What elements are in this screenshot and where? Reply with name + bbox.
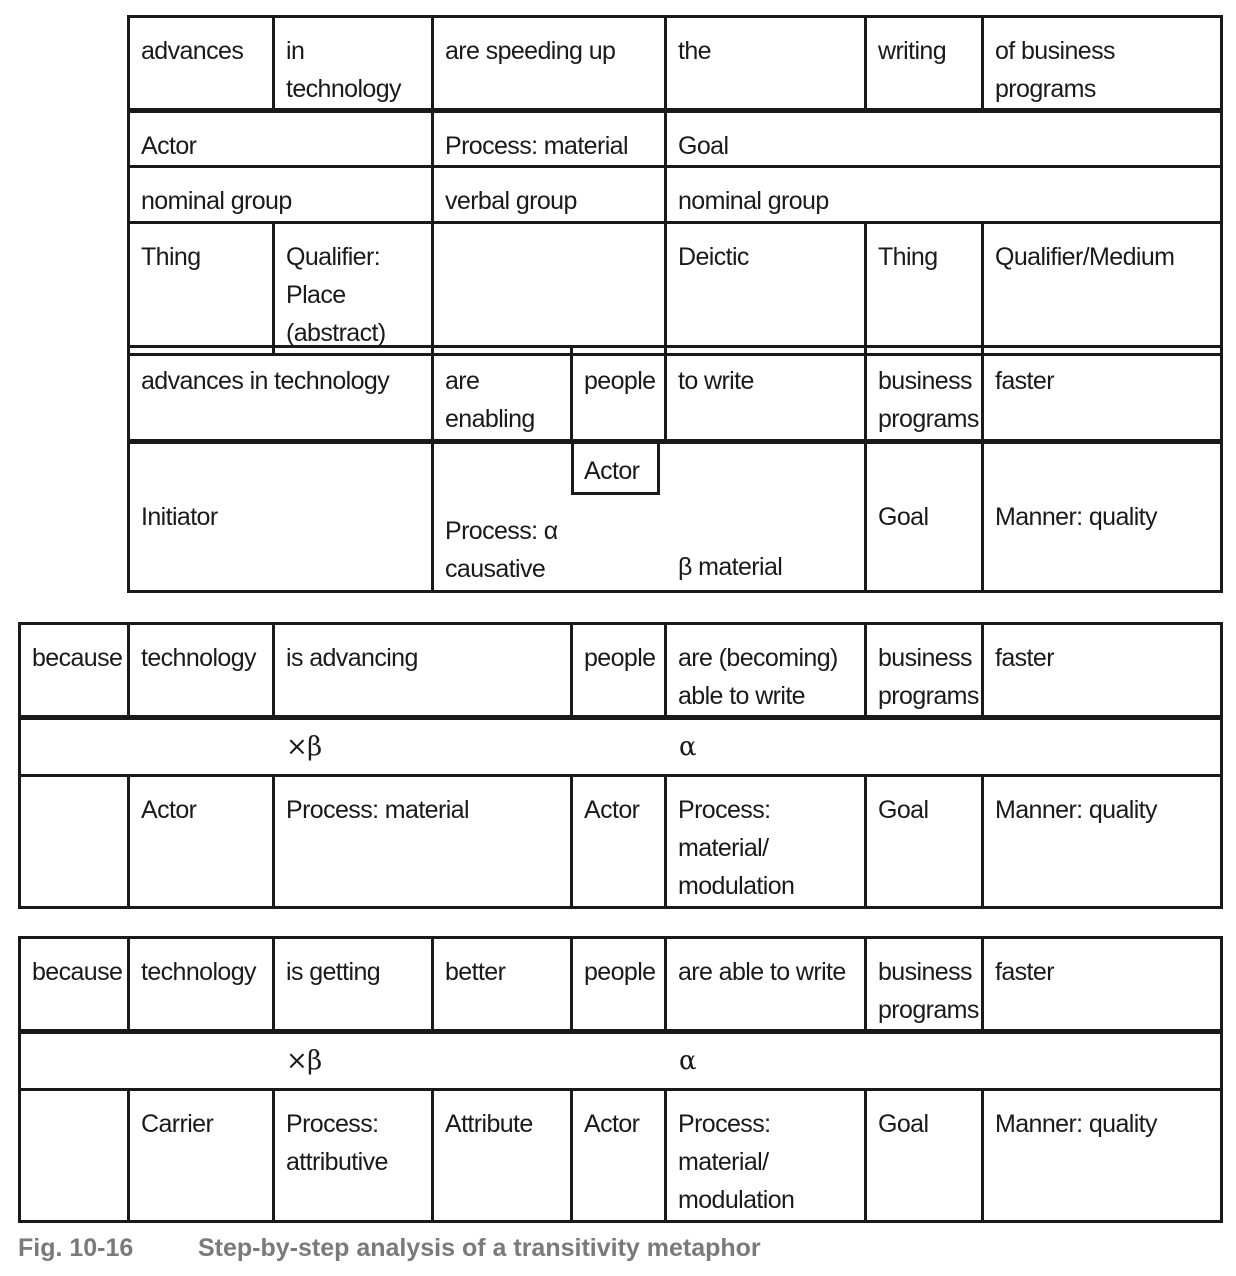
role-goal: Goal bbox=[866, 442, 983, 592]
figure-title: Step-by-step analysis of a transitivity metaphor bbox=[198, 1234, 761, 1262]
analysis-table-1 bbox=[127, 15, 1223, 356]
analysis-table-4 bbox=[18, 936, 1223, 1223]
role-process-beta bbox=[678, 548, 782, 586]
analysis-table-2 bbox=[127, 345, 1223, 593]
word-cell: technology bbox=[129, 624, 274, 718]
role-process: Process: material/ modulation bbox=[666, 776, 866, 908]
word-cell: are (becoming) able to write bbox=[666, 624, 866, 718]
process-complex-cell bbox=[433, 442, 866, 592]
taxis-alpha: α bbox=[679, 1046, 696, 1076]
qualifier-cell: Qualifier: Place (abstract) bbox=[274, 223, 433, 355]
taxis-beta: ×β bbox=[286, 732, 322, 762]
figure-caption bbox=[18, 1234, 761, 1263]
figure-number: Fig. 10-16 bbox=[18, 1234, 134, 1262]
word-cell: are speeding up bbox=[433, 17, 666, 111]
qualifier-medium-cell: Qualifier/Medium bbox=[983, 223, 1222, 355]
role-process-alpha bbox=[445, 512, 575, 588]
role-actor: Actor bbox=[129, 776, 274, 908]
word-cell: advances bbox=[129, 17, 274, 111]
verbal-group-cell: verbal group bbox=[433, 167, 666, 223]
word-cell: people bbox=[572, 347, 666, 442]
word-cell: of business programs bbox=[983, 17, 1222, 111]
role-process: Process: material/ modulation bbox=[666, 1090, 866, 1222]
empty-cell bbox=[20, 1090, 129, 1222]
process-alpha-label: Process: α causative bbox=[445, 517, 558, 583]
role-process: Process: material bbox=[274, 776, 572, 908]
role-actor: Actor bbox=[584, 457, 640, 485]
word-cell: faster bbox=[983, 938, 1222, 1032]
word-cell: business programs bbox=[866, 624, 983, 718]
role-manner: Manner: quality bbox=[983, 776, 1222, 908]
word-cell: because bbox=[20, 624, 129, 718]
deictic-cell: Deictic bbox=[666, 223, 866, 355]
word-cell: faster bbox=[983, 624, 1222, 718]
word-cell: business programs bbox=[866, 938, 983, 1032]
thing-cell: Thing bbox=[129, 223, 274, 355]
thing-cell: Thing bbox=[866, 223, 983, 355]
word-cell: is advancing bbox=[274, 624, 572, 718]
role-process: Process: material bbox=[433, 111, 666, 167]
role-manner: Manner: quality bbox=[983, 442, 1222, 592]
taxis-beta: ×β bbox=[286, 1046, 322, 1076]
role-actor: Actor bbox=[572, 776, 666, 908]
role-actor: Actor bbox=[572, 1090, 666, 1222]
word-cell: in technology bbox=[274, 17, 433, 111]
word-cell: business programs bbox=[866, 347, 983, 442]
role-goal: Goal bbox=[666, 111, 1222, 167]
word-cell: people bbox=[572, 624, 666, 718]
role-actor: Actor bbox=[129, 111, 433, 167]
empty-cell bbox=[20, 776, 129, 908]
word-cell: are enabling bbox=[433, 347, 572, 442]
role-attribute: Attribute bbox=[433, 1090, 572, 1222]
word-cell: advances in technology bbox=[129, 347, 433, 442]
word-cell: faster bbox=[983, 347, 1222, 442]
role-goal: Goal bbox=[866, 776, 983, 908]
word-cell: the bbox=[666, 17, 866, 111]
word-cell: is getting bbox=[274, 938, 433, 1032]
word-cell: better bbox=[433, 938, 572, 1032]
role-goal: Goal bbox=[866, 1090, 983, 1222]
empty-cell bbox=[433, 223, 666, 355]
word-cell: technology bbox=[129, 938, 274, 1032]
role-process: Process: attributive bbox=[274, 1090, 433, 1222]
role-initiator: Initiator bbox=[129, 442, 433, 592]
role-actor-box bbox=[571, 442, 660, 495]
word-cell: people bbox=[572, 938, 666, 1032]
taxis-row bbox=[20, 718, 1222, 776]
word-cell: writing bbox=[866, 17, 983, 111]
word-cell: to write bbox=[666, 347, 866, 442]
analysis-table-3 bbox=[18, 622, 1223, 909]
nominal-group-cell: nominal group bbox=[666, 167, 1222, 223]
process-beta-label: β material bbox=[678, 553, 783, 581]
role-manner: Manner: quality bbox=[983, 1090, 1222, 1222]
word-cell: because bbox=[20, 938, 129, 1032]
word-cell: are able to write bbox=[666, 938, 866, 1032]
taxis-alpha: α bbox=[679, 732, 696, 762]
role-carrier: Carrier bbox=[129, 1090, 274, 1222]
taxis-row bbox=[20, 1032, 1222, 1090]
nominal-group-cell: nominal group bbox=[129, 167, 433, 223]
